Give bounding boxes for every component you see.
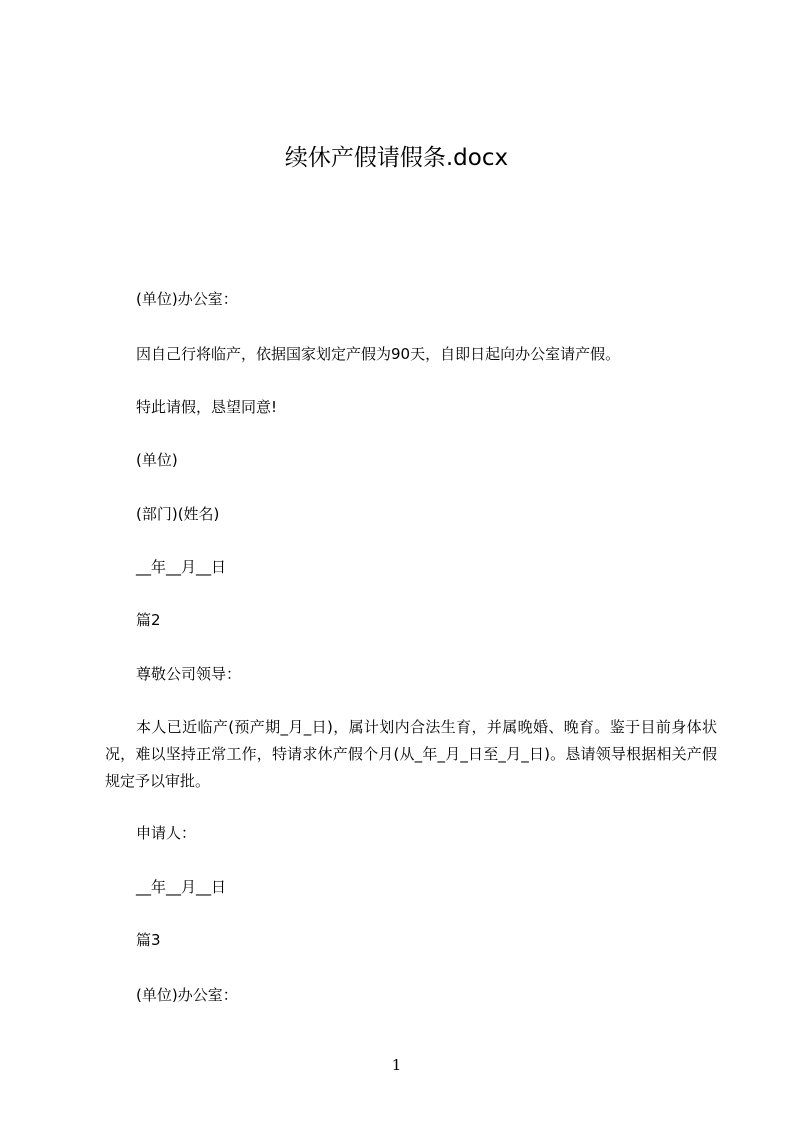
request-paragraph: 本人已近临产(预产期_月_日)，属计划内合法生育，并属晚婚、晚育。鉴于目前身体状况，难以坚持正常工作，特请求休产假个月(从_年_月_日至_月_日)。恳请领导根据相关产假规定予以审批。 xyxy=(105,718,717,790)
date-line: __年__月__日 xyxy=(136,558,227,576)
section-heading: 篇3 xyxy=(136,931,161,949)
addressee-line: (单位)办公室： xyxy=(136,986,238,1004)
body-paragraph: 因自己行将临产，依据国家划定产假为90天，自即日起向办公室请产假。 xyxy=(136,345,621,363)
salutation-line: 尊敬公司领导： xyxy=(136,665,242,683)
section-heading: 篇2 xyxy=(136,611,161,629)
signature-unit-line: (单位) xyxy=(136,451,178,469)
date-line: __年__月__日 xyxy=(136,878,227,896)
addressee-line: (单位)办公室： xyxy=(136,290,238,308)
applicant-line: 申请人： xyxy=(136,824,197,842)
signature-name-line: (部门)(姓名) xyxy=(136,505,220,523)
closing-line: 特此请假，恳望同意! xyxy=(136,398,278,416)
page-number: 1 xyxy=(391,1056,402,1074)
document-title: 续休产假请假条.docx xyxy=(284,145,509,171)
